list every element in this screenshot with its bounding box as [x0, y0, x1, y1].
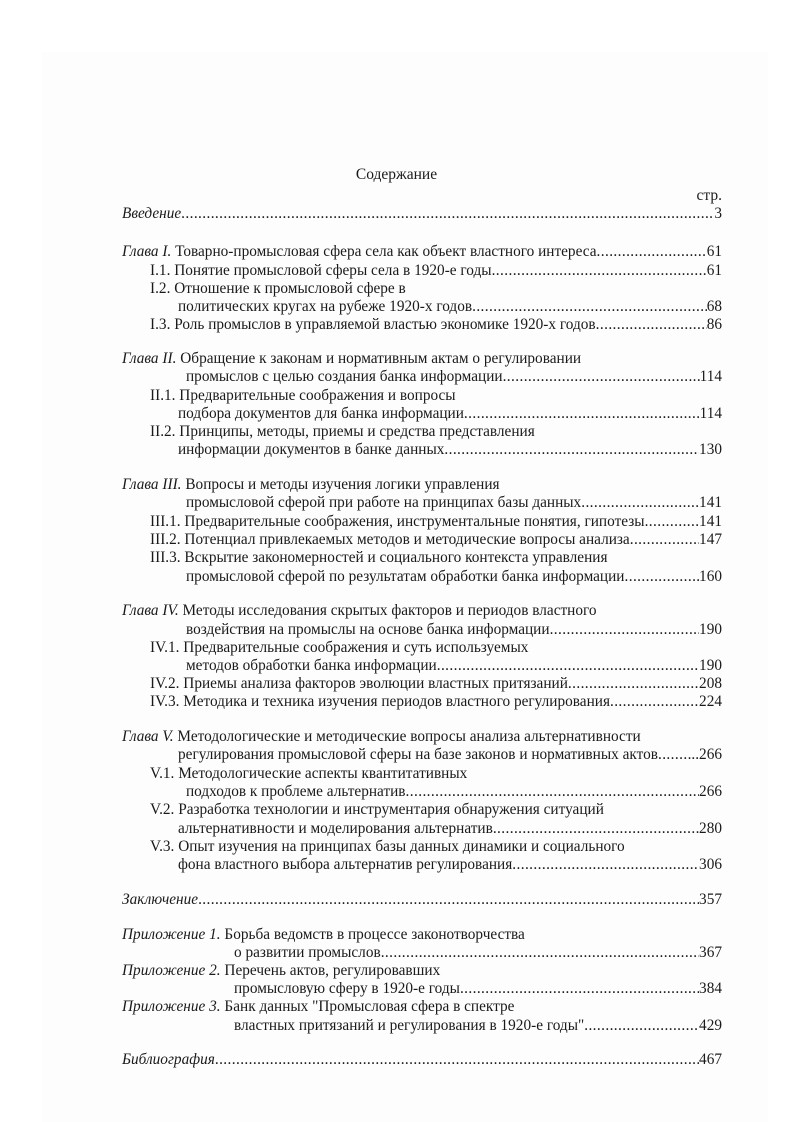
toc-entry-title: воздействия на промыслы на основе банка информации	[186, 621, 550, 638]
toc-entry-text	[234, 1017, 584, 1035]
toc-entry-label: Глава IV.	[122, 602, 179, 619]
toc-entry	[150, 765, 722, 783]
toc-entry-title: V.1. Методологические аспекты квантитативных	[150, 765, 468, 782]
toc-entry	[150, 801, 722, 819]
dot-leader	[610, 693, 699, 711]
page-number: 429	[699, 1017, 722, 1034]
toc-entry-title: методов обработки банка информации	[186, 657, 437, 674]
toc-entry-text	[122, 728, 641, 746]
toc-entry	[150, 387, 722, 405]
dot-leader	[464, 405, 700, 423]
toc-entry-title: промысловой сферой при работе на принципах базы данных	[186, 494, 582, 511]
dot-leader	[381, 944, 699, 962]
page-number: 141	[699, 494, 722, 511]
toc-entry	[234, 980, 722, 998]
toc-entry-text	[150, 531, 630, 549]
toc-entry-title: Вопросы и методы изучения логики управления	[181, 476, 500, 493]
page-number: 266	[699, 783, 722, 800]
toc-entry-text	[122, 205, 181, 223]
toc-entry-title: II.1. Предварительные соображения и вопросы	[150, 387, 456, 404]
toc-entry-title: III.2. Потенциал привлекаемых методов и методические вопросы анализа	[150, 531, 630, 548]
toc-entry-title: подходов к проблеме альтернатив	[186, 783, 406, 800]
dot-leader	[581, 494, 699, 512]
toc-entry	[234, 944, 722, 962]
toc-entry-label: Глава III.	[122, 476, 182, 493]
toc-entry-text	[122, 926, 525, 944]
toc-entry-text	[150, 280, 406, 298]
toc-entry	[122, 602, 722, 620]
dot-leader	[492, 262, 707, 280]
toc-entry	[150, 280, 722, 298]
dot-leader	[584, 1017, 699, 1035]
dot-leader	[597, 243, 707, 261]
toc-entry-text	[150, 765, 467, 783]
toc-entry-title: III.3. Вскрытие закономерностей и социального контекста управления	[150, 549, 608, 566]
toc-entry	[178, 441, 722, 459]
toc-entry	[122, 728, 722, 746]
page-number: 3	[714, 205, 722, 222]
page-number: 86	[706, 316, 722, 333]
page-number: 114	[699, 368, 722, 385]
dot-leader	[215, 1051, 699, 1069]
toc-entry-label: Заключение	[122, 891, 199, 908]
toc-entry-text	[122, 602, 597, 620]
toc-entry-text	[234, 980, 460, 998]
page-number: 160	[699, 568, 722, 585]
toc-entry	[150, 513, 722, 531]
toc-entry-text	[150, 801, 604, 819]
toc-entry-text	[150, 639, 528, 657]
toc-entry-text	[186, 657, 437, 675]
toc-entry-title: Обращение к законам и нормативным актам о регулировании	[176, 350, 582, 367]
toc-entry	[150, 316, 722, 334]
toc-entry-title: подбора документов для банка информации	[178, 405, 464, 422]
toc-entry	[178, 820, 722, 838]
toc-entry-text	[122, 243, 597, 261]
page-number: 190	[699, 621, 722, 638]
page-number: 147	[699, 531, 722, 548]
dot-leader	[181, 205, 714, 223]
toc-entry-text	[122, 1051, 215, 1069]
toc-entry-title: промысловой сферой по результатам обработки банка информации	[186, 568, 625, 585]
page-number: 61	[706, 243, 722, 260]
toc-title: Содержание	[355, 166, 438, 183]
toc-entry-title: регулирования промысловой сферы на базе законов и нормативных актов	[178, 746, 658, 763]
toc-entry	[178, 405, 722, 423]
dot-leader	[493, 820, 699, 838]
toc-entry	[234, 1017, 722, 1035]
page-number: 61	[706, 262, 722, 279]
toc-entry	[186, 621, 722, 639]
toc-entry	[186, 657, 722, 675]
page-number: 357	[699, 891, 722, 908]
dot-leader	[460, 980, 699, 998]
toc-entry	[122, 243, 722, 261]
toc-entry-text	[122, 962, 440, 980]
dot-leader	[596, 316, 707, 334]
dot-leader	[658, 746, 688, 764]
toc-entry-title: III.1. Предварительные соображения, инструментальные понятия, гипотезы	[150, 513, 645, 530]
toc-entry	[150, 675, 722, 693]
toc-entry-label: Глава II.	[122, 350, 177, 367]
toc-entry-text	[150, 316, 596, 334]
toc-entry	[178, 856, 722, 874]
toc-entry-title: властных притязаний и регулирования в 1920-е годы"	[234, 1017, 585, 1034]
toc-entry-text	[186, 621, 550, 639]
toc-entry-text	[178, 820, 493, 838]
page-number: 208	[699, 675, 722, 692]
toc-entry-text	[178, 746, 658, 764]
toc-entry	[178, 298, 722, 316]
toc-entry-title: IV.3. Методика и техника изучения периодов властного регулирования	[150, 693, 610, 710]
page-number: ...266	[687, 746, 722, 763]
toc-entry-text	[150, 549, 608, 567]
toc-entry-label: Введение	[122, 205, 182, 222]
page-number: 130	[699, 441, 722, 458]
toc-entry-text	[150, 838, 625, 856]
toc-entry-text	[178, 405, 464, 423]
toc-entry-text	[122, 998, 514, 1016]
page-number: 141	[699, 513, 722, 530]
toc-entry-title: Методы исследования скрытых факторов и периодов властного	[178, 602, 597, 619]
toc-entry-title: II.2. Принципы, методы, приемы и средства представления	[150, 423, 535, 440]
page-number: 224	[699, 693, 722, 710]
toc-entry-text	[186, 568, 625, 586]
toc-entry	[186, 568, 722, 586]
toc-entry	[122, 205, 722, 223]
page-number: 190	[699, 657, 722, 674]
toc-entry-label: Приложение 3.	[122, 998, 221, 1015]
toc-entry-text	[150, 262, 492, 280]
toc-entry-text	[178, 441, 444, 459]
toc-entry-text	[150, 387, 456, 405]
page-number: 68	[706, 298, 722, 315]
toc-entry-title: I.1. Понятие промысловой сферы села в 1920-е годы	[150, 262, 492, 279]
dot-leader	[550, 621, 699, 639]
toc-entry-label: Приложение 2.	[122, 962, 221, 979]
toc-entry	[122, 926, 722, 944]
page-number: 306	[699, 856, 722, 873]
dot-leader	[503, 368, 700, 386]
toc-entry	[150, 531, 722, 549]
toc-entry-title: I.2. Отношение к промысловой сфере в	[150, 280, 406, 297]
toc-entry	[122, 962, 722, 980]
toc-entry-title: альтернативности и моделирования альтернатив	[178, 820, 493, 837]
page-number: 467	[699, 1051, 722, 1068]
toc-entry	[186, 368, 722, 386]
toc-entry-label: Глава I.	[122, 243, 172, 260]
toc-entry-text	[150, 513, 645, 531]
dot-leader	[568, 675, 699, 693]
page-number: 280	[699, 820, 722, 837]
toc-entry-title: информации документов в банке данных	[178, 441, 445, 458]
toc-entry-text	[186, 783, 406, 801]
dot-leader	[198, 891, 699, 909]
toc-entry-title: IV.1. Предварительные соображения и суть используемых	[150, 639, 529, 656]
toc-entry	[150, 549, 722, 567]
toc-entry-title: V.2. Разработка технологии и инструментария обнаружения ситуаций	[150, 801, 604, 818]
toc-entry-text	[122, 476, 500, 494]
toc-entry-text	[178, 298, 472, 316]
toc-entry-text	[178, 856, 512, 874]
toc-entry-text	[122, 891, 198, 909]
dot-leader	[645, 513, 699, 531]
toc-entry-text	[150, 693, 610, 711]
dot-leader	[444, 441, 699, 459]
toc-entry	[186, 783, 722, 801]
toc-entry	[178, 746, 722, 764]
toc-entry	[122, 350, 722, 368]
page-number: 367	[699, 944, 722, 961]
toc-entry-text	[234, 944, 381, 962]
dot-leader	[630, 531, 699, 549]
dot-leader	[406, 783, 700, 801]
toc-entry-label: Глава V.	[122, 728, 174, 745]
toc-entry-text	[150, 423, 535, 441]
toc-entry	[186, 494, 722, 512]
toc-entry-title: IV.2. Приемы анализа факторов эволюции властных притязаний	[150, 675, 568, 692]
toc-entry-title: промыслов с целью создания банка информации	[186, 368, 503, 385]
toc-entry-title: Банк данных "Промысловая сфера в спектре	[220, 998, 515, 1015]
toc-entry	[122, 476, 722, 494]
toc-entry-title: о развитии промыслов	[234, 944, 381, 961]
toc-entry-text	[186, 368, 503, 386]
page-number: 114	[699, 405, 722, 422]
page-number: 384	[699, 980, 722, 997]
toc-entry	[122, 891, 722, 909]
toc-entry	[122, 1051, 722, 1069]
toc-entry	[150, 639, 722, 657]
toc-entry-text	[150, 675, 568, 693]
toc-entry-title: Товарно-промысловая сфера села как объект властного интереса	[171, 243, 597, 260]
toc-entry	[150, 423, 722, 441]
toc-entry-title: Перечень актов, регулировавших	[220, 962, 441, 979]
toc-entry	[150, 262, 722, 280]
toc-entry-title: Борьба ведомств в процессе законотворчества	[220, 926, 525, 943]
toc-entry-title: V.3. Опыт изучения на принципах базы данных динамики и социального	[150, 838, 625, 855]
toc-entry-title: Методологические и методические вопросы анализа альтернативности	[173, 728, 641, 745]
toc-entry-title: I.3. Роль промыслов в управляемой властью экономике 1920-х годов	[150, 316, 596, 333]
toc-entry-label: Приложение 1.	[122, 926, 221, 943]
toc-entry-title: промысловую сферу в 1920-е годы	[234, 980, 460, 997]
toc-entry	[150, 838, 722, 856]
toc-entry-text	[122, 350, 581, 368]
toc-entry-label: Библиография	[122, 1051, 215, 1068]
dot-leader	[512, 856, 699, 874]
toc-entry	[122, 998, 722, 1016]
toc-entry	[150, 693, 722, 711]
page-column-label: стр.	[696, 187, 722, 204]
toc-entry-title: политических кругах на рубеже 1920-х годов	[178, 298, 473, 315]
toc-entry-title: фона властного выбора альтернатив регулирования	[178, 856, 513, 873]
dot-leader	[472, 298, 707, 316]
dot-leader	[437, 657, 699, 675]
dot-leader	[625, 568, 700, 586]
toc-entry-text	[186, 494, 581, 512]
